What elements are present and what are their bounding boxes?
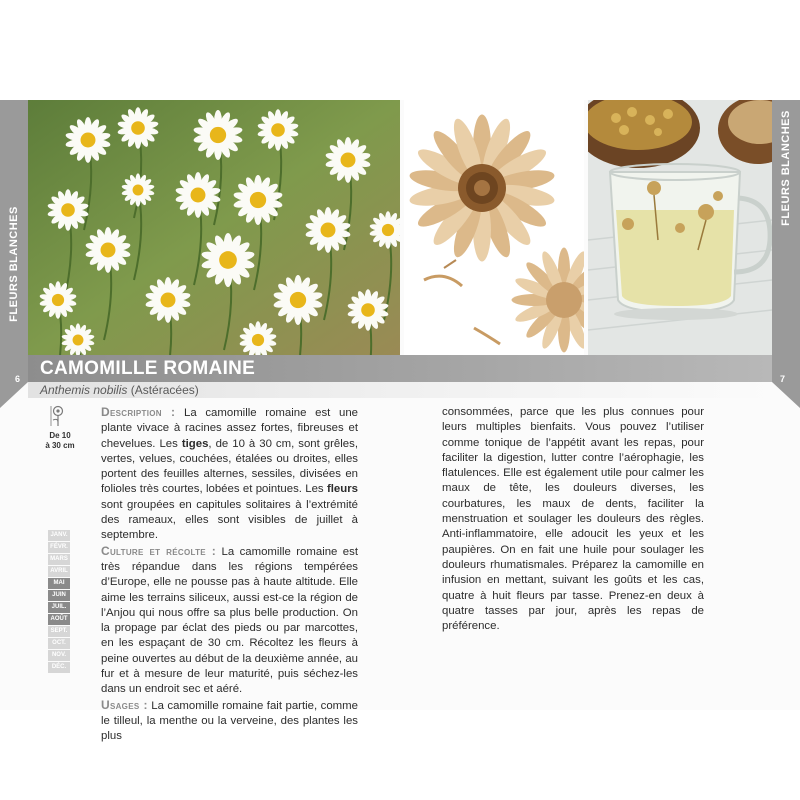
month-7: JUIL. [48,602,70,613]
latin-name: Anthemis nobilis [40,383,128,397]
corner-triangle-left [0,382,28,408]
size-gauge-icon [50,405,66,427]
page-number-left: 6 [15,374,21,384]
subtitle [40,383,199,397]
month-10: OCT. [48,638,70,649]
side-tab-label: FLEURS BLANCHES [8,205,20,322]
text-run: La camomille romaine est une plante vivace à racines assez fortes, fibreuses et chevelues. Les [101,407,358,450]
keyword-fleurs: fleurs [326,483,358,496]
month-12: DÉC. [48,662,70,673]
heading-culture: Culture et récolte : [101,543,217,558]
text-run: La camomille romaine est très répandue dans les régions tempérées d’Europe, elle ne pousse pas à haute altitude. Elle aime les terrains siliceux, aussi est-ce la région de l’Anjou qui nous offre sa plus belle production. On la propage par éclat des pieds ou par marcottes, en les espaçant de 30 cm. Récoltez les fleurs à peine ouvertes au début de la deuxième année, au fur et à mesure de leur maturité, puis séchez-les dans un endroit sec et aéré. [101,545,358,696]
page-number-right: 7 [779,374,785,384]
page-title: CAMOMILLE ROMAINE [40,358,256,379]
text-column-left [101,405,358,745]
month-5: MAI [48,578,70,589]
text-run: , de 10 à 30 cm, sont grêles, vertes, velues, couchées, étalées ou droites, elles portent des feuilles alternes, sessiles, divisées en folioles très courtes, lobées et pointues. Les [101,437,358,496]
paragraph-usages [101,698,358,745]
flowering-calendar [48,530,70,674]
side-tab-label: FLEURS BLANCHES [780,109,792,226]
size-label-line2: à 30 cm [45,441,75,450]
text-run: La camomille romaine fait partie, comme le tilleul, la menthe ou la verveine, des plantes les plus [101,699,358,743]
month-4: AVRIL [48,566,70,577]
side-tab-left [0,100,28,382]
keyword-tiges: tiges [181,437,209,450]
side-tab-right [772,100,800,382]
size-label [38,431,82,451]
month-2: FÉVR. [48,542,70,553]
corner-triangle-right [772,382,800,408]
photo-dried-flowers [404,100,584,355]
month-8: AOÛT [48,614,70,625]
month-6: JUIN [48,590,70,601]
subtitle-band [28,382,772,398]
month-3: MARS [48,554,70,565]
photo-chamomile-field [28,100,400,355]
paragraph-culture [101,544,358,698]
text-run: sont groupées en capitules solitaires à l’extrémité des rameaux, elles sont visibles de juillet à septembre. [101,498,358,542]
paragraph-usages-continued: consommées, parce que les plus connues pour leurs multiples bienfaits. Vous pouvez l’utiliser comme tonique de l’appétit avant les repas, pour faciliter la digestion, lutter contre l’aérophagie, les flatulences. Elle est également utile pour calmer les maux de tête, les douleurs diverses, les courbatures, les maux de dents, faciliter la menstruation et soulager les douleurs des règles. Anti-inflammatoire, elle adoucit les yeux et les paupières. On en fait une huile pour soulager les douleurs rhumatismales. Préparez la camomille en infusion en mettant, suivant les goûts et les cas, quatre à huit fleurs par tasse. Prenez-en deux à quatre tasses par jour, après les repas de préférence. [442,406,704,633]
month-9: SEPT. [48,626,70,637]
size-label-line1: De 10 [49,431,71,440]
text-column-right [442,405,704,634]
title-band [28,355,772,382]
paragraph-description [101,405,358,544]
photo-chamomile-tea [588,100,772,355]
plant-family: (Astéracées) [130,383,199,397]
heading-usages: Usages : [101,697,148,712]
month-1: JANV. [48,530,70,541]
heading-description: Description : [101,405,176,419]
month-11: NOV. [48,650,70,661]
